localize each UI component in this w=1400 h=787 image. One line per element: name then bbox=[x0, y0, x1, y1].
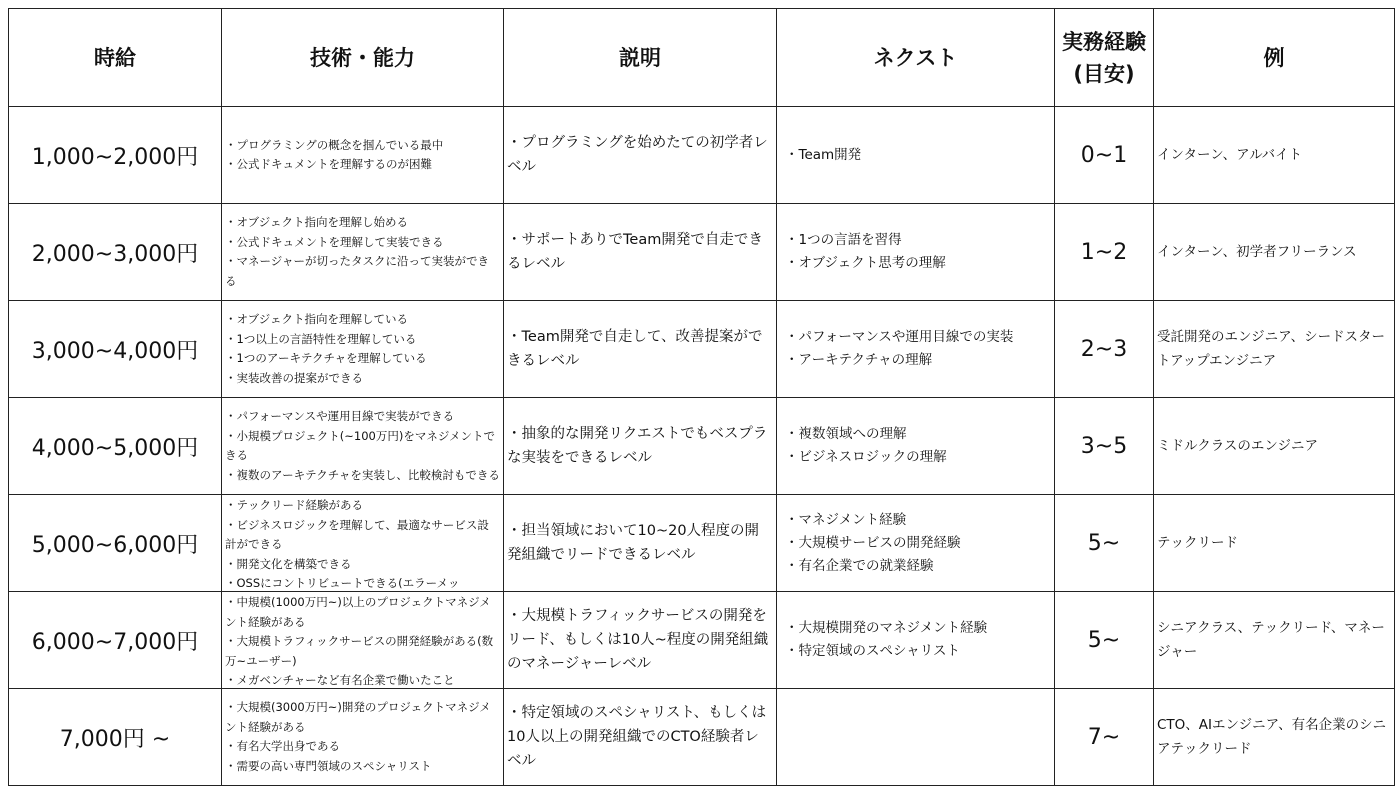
skill-item: ・小規模プロジェクト(~100万円)をマネジメントできる bbox=[225, 428, 495, 462]
skill-item: ・公式ドキュメントを理解するのが困難 bbox=[225, 157, 432, 171]
wage-cell: 3,000~4,000円 bbox=[9, 301, 222, 398]
skills-list bbox=[225, 136, 500, 175]
skill-item: ・需要の高い専門領域のスペシャリスト bbox=[225, 758, 432, 773]
next-item: ・オブジェクト思考の理解 bbox=[785, 255, 946, 271]
table-row bbox=[9, 398, 1395, 495]
next-cell bbox=[777, 107, 1055, 204]
skill-item: ・プログラミングの概念を掴んでいる最中 bbox=[225, 137, 444, 152]
experience-cell: 0~1 bbox=[1055, 107, 1154, 204]
description-cell: ・Team開発で自走して、改善提案ができるレベル bbox=[504, 301, 777, 398]
skill-item: ・オブジェクト指向を理解し始める bbox=[225, 215, 408, 229]
wage-cell: 5,000~6,000円 bbox=[9, 495, 222, 592]
skill-item: ・パフォーマンスや運用目線で実装ができる bbox=[225, 409, 455, 423]
header-example: 例 bbox=[1154, 9, 1395, 107]
description-cell: ・サポートありでTeam開発で自走できるレベル bbox=[504, 204, 777, 301]
header-row bbox=[9, 9, 1395, 107]
skill-item: ・複数のアーキテクチャを実装し、比較検討もできる bbox=[225, 467, 500, 482]
description-cell: ・抽象的な開発リクエストでもベスプラな実装をできるレベル bbox=[504, 398, 777, 495]
next-cell bbox=[777, 301, 1055, 398]
next-item: ・アーキテクチャの理解 bbox=[785, 352, 933, 368]
skills-cell bbox=[222, 592, 504, 689]
skill-item: ・1つのアーキテクチャを理解している bbox=[225, 351, 427, 365]
next-cell bbox=[777, 204, 1055, 301]
next-item: ・有名企業での就業経験 bbox=[785, 557, 934, 574]
example-cell: インターン、初学者フリーランス bbox=[1154, 204, 1395, 301]
next-item: ・1つの言語を習得 bbox=[785, 232, 902, 248]
next-item: ・大規模開発のマネジメント経験 bbox=[785, 620, 988, 636]
example-cell: 受託開発のエンジニア、シードスタートアップエンジニア bbox=[1154, 301, 1395, 398]
skill-item: ・OSSにコントリビュートできる(エラーメッ bbox=[225, 576, 460, 590]
wage-cell: 7,000円 ~ bbox=[9, 689, 222, 786]
wage-cell: 2,000~3,000円 bbox=[9, 204, 222, 301]
skills-list bbox=[225, 310, 500, 388]
next-cell bbox=[777, 689, 1055, 786]
skills-list bbox=[225, 698, 500, 776]
header-description: 説明 bbox=[504, 9, 777, 107]
experience-cell: 3~5 bbox=[1055, 398, 1154, 495]
table-row bbox=[9, 301, 1395, 398]
skill-item: ・ビジネスロジックを理解して、最適なサービス設計ができる bbox=[225, 517, 489, 551]
table-row bbox=[9, 495, 1395, 592]
skill-item: ・大規模トラフィックサービスの開発経験がある(数万~ユーザー) bbox=[225, 634, 494, 668]
wage-cell: 6,000~7,000円 bbox=[9, 592, 222, 689]
experience-cell: 5~ bbox=[1055, 592, 1154, 689]
next-cell bbox=[777, 495, 1055, 592]
skills-list bbox=[225, 496, 500, 590]
skill-item: ・公式ドキュメントを理解して実装できる bbox=[225, 234, 444, 249]
next-item: ・マネジメント経験 bbox=[785, 511, 907, 528]
table-row bbox=[9, 592, 1395, 689]
skills-list bbox=[225, 213, 500, 291]
example-cell: ミドルクラスのエンジニア bbox=[1154, 398, 1395, 495]
skill-item: ・メガベンチャーなど有名企業で働いたこと bbox=[225, 673, 455, 687]
experience-cell: 2~3 bbox=[1055, 301, 1154, 398]
skill-item: ・有名大学出身である bbox=[225, 739, 340, 753]
skills-cell bbox=[222, 301, 504, 398]
description-cell: ・大規模トラフィックサービスの開発をリード、もしくは10人~程度の開発組織のマネージャーレベル bbox=[504, 592, 777, 689]
skills-cell bbox=[222, 398, 504, 495]
table-row bbox=[9, 107, 1395, 204]
wage-cell: 4,000~5,000円 bbox=[9, 398, 222, 495]
next-item: ・複数領域への理解 bbox=[785, 426, 907, 442]
skills-list bbox=[225, 407, 500, 485]
skill-item: ・開発文化を構築できる bbox=[225, 556, 352, 571]
header-experience: 実務経験 (目安) bbox=[1055, 9, 1154, 107]
skill-item: ・実装改善の提案ができる bbox=[225, 370, 363, 385]
skill-item: ・1つ以上の言語特性を理解している bbox=[225, 331, 417, 346]
table-row bbox=[9, 689, 1395, 786]
header-next: ネクスト bbox=[777, 9, 1055, 107]
experience-cell: 5~ bbox=[1055, 495, 1154, 592]
skill-item: ・オブジェクト指向を理解している bbox=[225, 312, 408, 326]
skill-item: ・テックリード経験がある bbox=[225, 498, 363, 512]
skills-list bbox=[225, 593, 500, 687]
next-cell bbox=[777, 592, 1055, 689]
skills-cell bbox=[222, 107, 504, 204]
skill-item: ・中規模(1000万円~)以上のプロジェクトマネジメント経験がある bbox=[225, 595, 491, 629]
experience-cell: 1~2 bbox=[1055, 204, 1154, 301]
next-cell bbox=[777, 398, 1055, 495]
skill-item: ・マネージャーが切ったタスクに沿って実装ができる bbox=[225, 254, 490, 288]
skills-cell bbox=[222, 689, 504, 786]
next-item: ・特定領域のスペシャリスト bbox=[785, 643, 960, 659]
wage-cell: 1,000~2,000円 bbox=[9, 107, 222, 204]
skills-cell bbox=[222, 204, 504, 301]
description-cell: ・担当領域において10~20人程度の開発組織でリードできるレベル bbox=[504, 495, 777, 592]
example-cell: シニアクラス、テックリード、マネージャー bbox=[1154, 592, 1395, 689]
next-item: ・ビジネスロジックの理解 bbox=[785, 449, 947, 465]
example-cell: テックリード bbox=[1154, 495, 1395, 592]
wage-level-table bbox=[8, 8, 1395, 786]
next-item: ・パフォーマンスや運用目線での実装 bbox=[785, 329, 1014, 345]
skills-cell bbox=[222, 495, 504, 592]
header-wage: 時給 bbox=[9, 9, 222, 107]
skill-item: ・大規模(3000万円~)開発のプロジェクトマネジメント経験がある bbox=[225, 700, 491, 734]
description-cell: ・プログラミングを始めたての初学者レベル bbox=[504, 107, 777, 204]
table-row bbox=[9, 204, 1395, 301]
experience-cell: 7~ bbox=[1055, 689, 1154, 786]
description-cell: ・特定領域のスペシャリスト、もしくは10人以上の開発組織でのCTO経験者レベル bbox=[504, 689, 777, 786]
header-skills: 技術・能力 bbox=[222, 9, 504, 107]
next-item: ・大規模サービスの開発経験 bbox=[785, 534, 961, 551]
next-item: ・Team開発 bbox=[785, 146, 862, 163]
example-cell: インターン、アルバイト bbox=[1154, 107, 1395, 204]
example-cell: CTO、AIエンジニア、有名企業のシニアテックリード bbox=[1154, 689, 1395, 786]
